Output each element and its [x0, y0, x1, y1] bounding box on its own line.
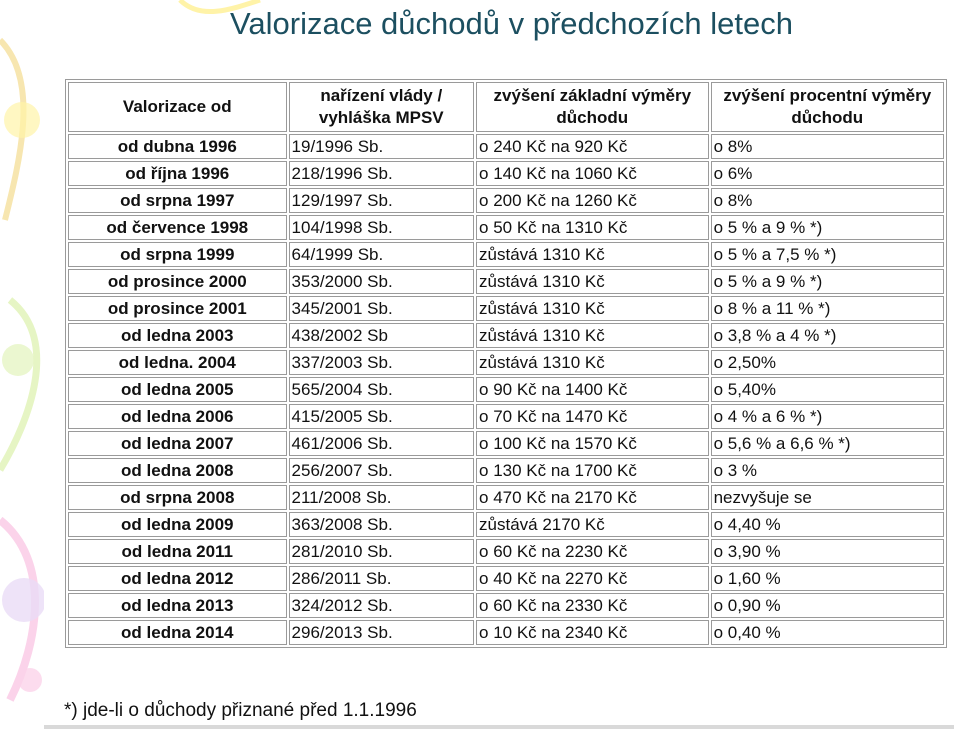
- table-row: [68, 242, 944, 267]
- cell-percent-increase: o 3 %: [711, 458, 944, 483]
- cell-basic-increase: o 40 Kč na 2270 Kč: [476, 566, 709, 591]
- footnote: *) jde-li o důchody přiznané před 1.1.1996: [64, 700, 417, 721]
- header-valorization-from: Valorizace od: [68, 82, 287, 132]
- cell-regulation: 337/2003 Sb.: [289, 350, 474, 375]
- cell-basic-increase: o 60 Kč na 2330 Kč: [476, 593, 709, 618]
- table-row: [68, 377, 944, 402]
- cell-valorization-from: od srpna 1997: [68, 188, 287, 213]
- table-header-row: [68, 82, 944, 132]
- cell-percent-increase: o 5,40%: [711, 377, 944, 402]
- cell-percent-increase: o 4,40 %: [711, 512, 944, 537]
- table-row: [68, 350, 944, 375]
- cell-percent-increase: o 5 % a 9 % *): [711, 215, 944, 240]
- cell-regulation: 211/2008 Sb.: [289, 485, 474, 510]
- table-row: [68, 296, 944, 321]
- table-row: [68, 620, 944, 645]
- cell-basic-increase: o 100 Kč na 1570 Kč: [476, 431, 709, 456]
- table-row: [68, 134, 944, 159]
- cell-basic-increase: o 60 Kč na 2230 Kč: [476, 539, 709, 564]
- cell-regulation: 64/1999 Sb.: [289, 242, 474, 267]
- table-row: [68, 323, 944, 348]
- cell-basic-increase: zůstává 1310 Kč: [476, 296, 709, 321]
- table-row: [68, 458, 944, 483]
- cell-basic-increase: zůstává 1310 Kč: [476, 242, 709, 267]
- slide-title: Valorizace důchodů v předchozích letech: [230, 6, 793, 41]
- cell-regulation: 324/2012 Sb.: [289, 593, 474, 618]
- cell-percent-increase: o 3,8 % a 4 % *): [711, 323, 944, 348]
- cell-regulation: 281/2010 Sb.: [289, 539, 474, 564]
- cell-valorization-from: od ledna. 2004: [68, 350, 287, 375]
- cell-regulation: 218/1996 Sb.: [289, 161, 474, 186]
- cell-basic-increase: o 140 Kč na 1060 Kč: [476, 161, 709, 186]
- cell-valorization-from: od ledna 2007: [68, 431, 287, 456]
- cell-regulation: 461/2006 Sb.: [289, 431, 474, 456]
- cell-basic-increase: zůstává 1310 Kč: [476, 269, 709, 294]
- cell-regulation: 129/1997 Sb.: [289, 188, 474, 213]
- cell-percent-increase: o 0,90 %: [711, 593, 944, 618]
- cell-regulation: 415/2005 Sb.: [289, 404, 474, 429]
- table-row: [68, 269, 944, 294]
- cell-percent-increase: o 8%: [711, 134, 944, 159]
- cell-basic-increase: o 70 Kč na 1470 Kč: [476, 404, 709, 429]
- cell-percent-increase: o 3,90 %: [711, 539, 944, 564]
- cell-percent-increase: o 5 % a 9 % *): [711, 269, 944, 294]
- table-row: [68, 161, 944, 186]
- table-row: [68, 539, 944, 564]
- cell-regulation: 104/1998 Sb.: [289, 215, 474, 240]
- cell-valorization-from: od ledna 2013: [68, 593, 287, 618]
- cell-valorization-from: od července 1998: [68, 215, 287, 240]
- cell-basic-increase: o 50 Kč na 1310 Kč: [476, 215, 709, 240]
- table-row: [68, 593, 944, 618]
- header-basic-increase: zvýšení základní výměry důchodu: [476, 82, 709, 132]
- cell-valorization-from: od ledna 2009: [68, 512, 287, 537]
- cell-basic-increase: o 130 Kč na 1700 Kč: [476, 458, 709, 483]
- cell-basic-increase: o 470 Kč na 2170 Kč: [476, 485, 709, 510]
- cell-percent-increase: o 6%: [711, 161, 944, 186]
- cell-valorization-from: od prosince 2000: [68, 269, 287, 294]
- cell-basic-increase: o 90 Kč na 1400 Kč: [476, 377, 709, 402]
- cell-valorization-from: od srpna 1999: [68, 242, 287, 267]
- cell-basic-increase: o 200 Kč na 1260 Kč: [476, 188, 709, 213]
- cell-percent-increase: o 5,6 % a 6,6 % *): [711, 431, 944, 456]
- cell-regulation: 296/2013 Sb.: [289, 620, 474, 645]
- cell-percent-increase: nezvyšuje se: [711, 485, 944, 510]
- cell-basic-increase: o 240 Kč na 920 Kč: [476, 134, 709, 159]
- cell-regulation: 345/2001 Sb.: [289, 296, 474, 321]
- cell-valorization-from: od ledna 2014: [68, 620, 287, 645]
- table-row: [68, 512, 944, 537]
- panel-bottom-line: [44, 725, 954, 729]
- cell-basic-increase: zůstává 2170 Kč: [476, 512, 709, 537]
- cell-percent-increase: o 5 % a 7,5 % *): [711, 242, 944, 267]
- table-row: [68, 566, 944, 591]
- table-row: [68, 215, 944, 240]
- cell-valorization-from: od ledna 2006: [68, 404, 287, 429]
- cell-regulation: 353/2000 Sb.: [289, 269, 474, 294]
- cell-percent-increase: o 8%: [711, 188, 944, 213]
- cell-basic-increase: zůstává 1310 Kč: [476, 323, 709, 348]
- cell-percent-increase: o 2,50%: [711, 350, 944, 375]
- cell-valorization-from: od října 1996: [68, 161, 287, 186]
- cell-valorization-from: od prosince 2001: [68, 296, 287, 321]
- cell-valorization-from: od ledna 2012: [68, 566, 287, 591]
- cell-valorization-from: od ledna 2003: [68, 323, 287, 348]
- table-row: [68, 485, 944, 510]
- cell-regulation: 363/2008 Sb.: [289, 512, 474, 537]
- cell-regulation: 286/2011 Sb.: [289, 566, 474, 591]
- cell-basic-increase: o 10 Kč na 2340 Kč: [476, 620, 709, 645]
- cell-valorization-from: od ledna 2005: [68, 377, 287, 402]
- cell-valorization-from: od ledna 2008: [68, 458, 287, 483]
- cell-basic-increase: zůstává 1310 Kč: [476, 350, 709, 375]
- cell-valorization-from: od dubna 1996: [68, 134, 287, 159]
- cell-valorization-from: od ledna 2011: [68, 539, 287, 564]
- cell-regulation: 565/2004 Sb.: [289, 377, 474, 402]
- cell-regulation: 19/1996 Sb.: [289, 134, 474, 159]
- cell-valorization-from: od srpna 2008: [68, 485, 287, 510]
- table-row: [68, 431, 944, 456]
- table-row: [68, 404, 944, 429]
- cell-percent-increase: o 0,40 %: [711, 620, 944, 645]
- cell-percent-increase: o 4 % a 6 % *): [711, 404, 944, 429]
- cell-regulation: 256/2007 Sb.: [289, 458, 474, 483]
- header-regulation: nařízení vlády / vyhláška MPSV: [289, 82, 474, 132]
- table-row: [68, 188, 944, 213]
- cell-regulation: 438/2002 Sb: [289, 323, 474, 348]
- cell-percent-increase: o 8 % a 11 % *): [711, 296, 944, 321]
- header-percent-increase: zvýšení procentní výměry důchodu: [711, 82, 944, 132]
- valorization-table: [65, 79, 947, 648]
- cell-percent-increase: o 1,60 %: [711, 566, 944, 591]
